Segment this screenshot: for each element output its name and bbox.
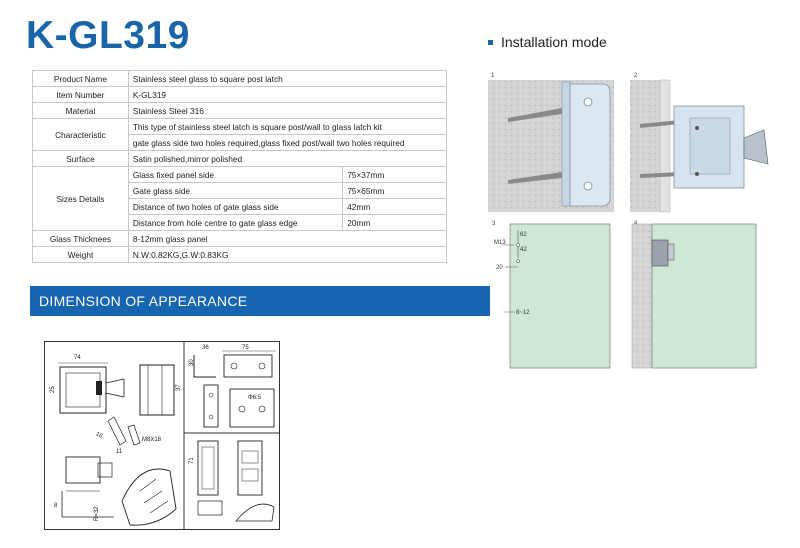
- dim-label: 11: [116, 449, 123, 455]
- panel-number: 2: [634, 73, 638, 79]
- spec-value: Stainless Steel 316: [128, 103, 446, 119]
- spec-value: Satin polished,mirror polished: [128, 151, 446, 167]
- size-value: 75×65mm: [343, 183, 447, 199]
- mounted-latch: [652, 240, 668, 266]
- latch-knob: [668, 244, 674, 260]
- spec-label: Product Name: [33, 71, 129, 87]
- installation-heading-text: Installation mode: [501, 34, 607, 50]
- dim-label: 71: [189, 457, 195, 464]
- dim-label: 16: [94, 431, 104, 440]
- dim-label: 42: [520, 247, 527, 253]
- product-title: K-GL319: [26, 14, 190, 57]
- dim-label: Φ6.5: [248, 395, 262, 401]
- wall-section: [632, 224, 652, 368]
- size-value: 20mm: [343, 215, 447, 231]
- wall-edge: [660, 80, 670, 212]
- dim-label: 75: [242, 345, 249, 351]
- dim-label: 37: [176, 384, 182, 391]
- dim-label: 74: [74, 355, 81, 361]
- latch-knob: [744, 130, 768, 164]
- table-row: [33, 103, 447, 119]
- spec-label: Weight: [33, 247, 129, 263]
- dim-label: 62: [520, 232, 527, 238]
- table-row: [33, 231, 447, 247]
- spec-label: Item Number: [33, 87, 129, 103]
- table-row: [33, 87, 447, 103]
- dim-label: 36: [202, 345, 209, 351]
- screw-icon: [695, 172, 699, 176]
- spec-value: 8-12mm glass panel: [128, 231, 446, 247]
- dim-label: R=32: [94, 506, 100, 521]
- table-row: [33, 247, 447, 263]
- size-name: Distance from hole centre to gate glass edge: [128, 215, 342, 231]
- hole-mark: [516, 259, 519, 262]
- table-row: [33, 71, 447, 87]
- size-name: Distance of two holes of gate glass side: [128, 199, 342, 215]
- screw-hole: [584, 98, 592, 106]
- dim-label: M13: [494, 240, 506, 246]
- table-row: [33, 151, 447, 167]
- glass-panel: [510, 224, 610, 368]
- spec-label: Surface: [33, 151, 129, 167]
- hole-mark: [516, 243, 519, 246]
- dim-label: M8X18: [142, 437, 162, 443]
- size-value: 42mm: [343, 199, 447, 215]
- dimension-heading-bar: [30, 286, 490, 316]
- square-bullet-icon: [488, 40, 493, 45]
- latch-edge: [562, 82, 570, 206]
- dim-label: 20: [496, 265, 503, 271]
- spec-value: N.W:0.82KG,G.W:0.83KG: [128, 247, 446, 263]
- spec-label: Characteristic: [33, 119, 129, 151]
- spec-value: This type of stainless steel latch is square post/wall to glass latch kit: [128, 119, 446, 135]
- installation-illustration: [480, 68, 780, 373]
- spec-label: Material: [33, 103, 129, 119]
- dimension-heading: DIMENSION OF APPEARANCE: [39, 293, 248, 309]
- size-name: Glass fixed panel side: [128, 167, 342, 183]
- screw-hole: [584, 182, 592, 190]
- panel-number: 1: [491, 73, 495, 79]
- spec-label: Sizes Details: [33, 167, 129, 231]
- dimension-drawings: [44, 341, 280, 530]
- latch-bolt: [96, 381, 102, 395]
- spec-value: gate glass side two holes required,glass fixed post/wall two holes required: [128, 135, 446, 151]
- dim-label: 8~12: [516, 310, 530, 316]
- table-row: [33, 167, 447, 183]
- dim-label: 30: [189, 359, 195, 366]
- dim-label: 25: [50, 386, 56, 393]
- spec-value: Stainless steel glass to square post latch: [128, 71, 446, 87]
- spec-value: K-GL319: [128, 87, 446, 103]
- screw-icon: [695, 126, 699, 130]
- installation-heading: [488, 34, 607, 50]
- spec-label: Glass Thicknees: [33, 231, 129, 247]
- spec-table: [32, 70, 447, 263]
- size-name: Gate glass side: [128, 183, 342, 199]
- table-row: [33, 119, 447, 135]
- dim-label: 8: [54, 503, 58, 509]
- size-value: 75×37mm: [343, 167, 447, 183]
- wall-section: [630, 80, 660, 212]
- panel-number: 3: [492, 221, 496, 227]
